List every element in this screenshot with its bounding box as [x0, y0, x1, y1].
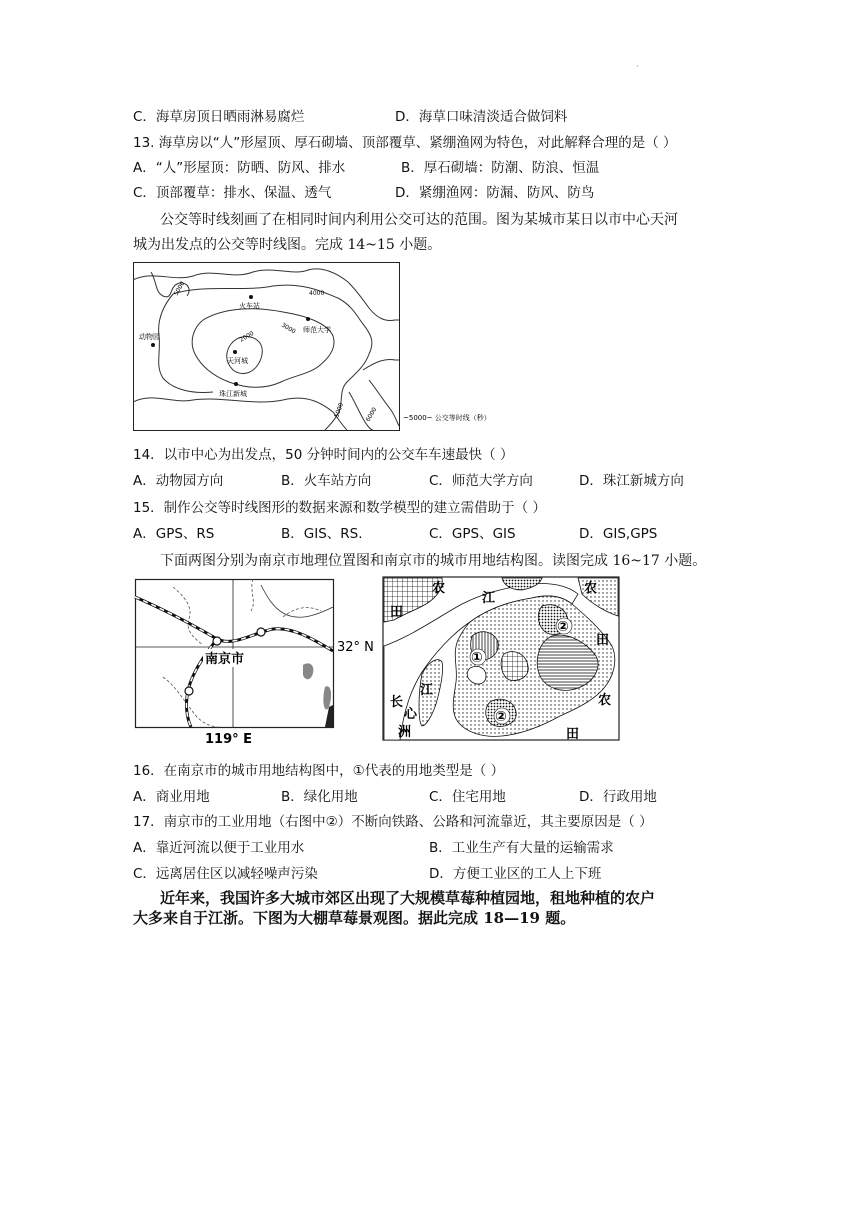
contour-2000-label: 2000	[238, 330, 256, 344]
q14-option-a: A．动物园方向	[133, 473, 224, 489]
label-tian2: 田	[596, 633, 610, 648]
intro-14-line1: 公交等时线刻画了在相同时间内利用公交可达的范围。图为某城市某日以市中心天河	[160, 212, 678, 228]
q14-option-c: C．师范大学方向	[429, 473, 533, 489]
label-jiang: 江	[482, 591, 496, 606]
q12-option-c: C．海草房顶日晒雨淋易腐烂	[133, 109, 305, 125]
label-nong2: 农	[584, 581, 598, 596]
longitude-label: 119° E	[205, 732, 253, 747]
contour-5000b-label: 5000	[333, 401, 346, 419]
q14-stem: 14．以市中心为出发点，50 分钟时间内的公交车车速最快（ ）	[133, 447, 514, 463]
q13-option-c: C．顶部覆草：排水、保温、透气	[133, 185, 332, 201]
label-marker-2a: ②	[557, 619, 569, 635]
label-tian3: 田	[566, 727, 580, 742]
q13-option-b: B．厚石砌墙：防潮、防浪、恒温	[401, 160, 600, 176]
contour-4000-label: 4000	[309, 290, 325, 297]
q17-stem: 17．南京市的工业用地（右图中②）不断向铁路、公路和河流靠近，其主要原因是（ ）	[133, 814, 653, 830]
label-tian1: 田	[390, 605, 404, 620]
q16-option-d: D．行政用地	[579, 789, 657, 805]
label-nong3: 农	[598, 693, 612, 708]
intro-14-line2: 城为出发点的公交等时线图。完成 14~15 小题。	[133, 237, 442, 253]
intro-16: 下面两图分别为南京市地理位置图和南京市的城市用地结构图。读图完成 16~17 小题。	[160, 553, 707, 569]
q17-option-a: A．靠近河流以便于工业用水	[133, 840, 305, 856]
label-nong1: 农	[432, 581, 446, 596]
university-label: 师范大学	[303, 326, 331, 334]
label-marker-1: ①	[471, 650, 483, 666]
center-label: 天河城	[227, 357, 248, 365]
page-speck: ·	[636, 62, 639, 71]
q14-option-b: B．火车站方向	[281, 473, 372, 489]
station-point	[249, 295, 253, 299]
intro-18-line1: 近年来，我国许多大城市郊区出现了大规模草莓种植园地，租地种植的农户	[160, 889, 656, 907]
station-circle-3	[185, 687, 193, 695]
label-zhou: 洲	[398, 725, 412, 740]
q16-stem: 16．在南京市的城市用地结构图中，①代表的用地类型是（ ）	[133, 763, 505, 779]
university-point	[306, 317, 310, 321]
q15-option-b: B．GIS、RS.	[281, 526, 363, 542]
newtown-label: 珠江新城	[219, 390, 247, 398]
isochrone-map	[133, 262, 533, 432]
q12-option-d: D．海草口味清淡适合做饲料	[395, 109, 568, 125]
q13-option-d: D．紧绷渔网：防漏、防风、防鸟	[395, 185, 595, 201]
station-circle-2	[257, 628, 265, 636]
center-point	[233, 350, 237, 354]
q13-option-a: A．“人”形屋顶：防晒、防风、排水	[133, 160, 346, 176]
q17-option-d: D．方便工业区的工人上下班	[429, 866, 602, 882]
label-jiang2: 江	[420, 683, 434, 698]
q16-option-b: B．绿化用地	[281, 789, 358, 805]
q15-stem: 15．制作公交等时线图形的数据来源和数学模型的建立需借助于（ ）	[133, 500, 546, 516]
q15-option-d: D．GIS,GPS	[579, 526, 658, 542]
q17-option-c: C．远离居住区以减轻噪声污染	[133, 866, 318, 882]
station-label: 火车站	[239, 302, 260, 310]
newtown-point	[234, 382, 238, 386]
nanjing-label: 南京市	[205, 652, 245, 667]
nanjing-location-map	[133, 577, 383, 747]
isochrone-legend: ~5000~ 公交等时线（秒）	[403, 414, 491, 422]
zoo-label: 动物园	[139, 333, 160, 341]
nanjing-station-circle	[213, 637, 221, 645]
contour-6000-label: 6000	[364, 406, 379, 423]
q17-option-b: B．工业生产有大量的运输需求	[429, 840, 614, 856]
q16-option-a: A．商业用地	[133, 789, 210, 805]
q15-option-c: C．GPS、GIS	[429, 526, 516, 542]
q15-option-a: A．GPS、RS	[133, 526, 215, 542]
label-chang: 长	[390, 695, 404, 710]
label-marker-2b: ②	[495, 709, 507, 725]
q13-stem: 13. 海草房以“人”形屋顶、厚石砌墙、顶部覆草、紧绷渔网为特色，对此解释合理的是（ ）	[133, 135, 677, 151]
contour-3000-label: 3000	[280, 321, 297, 336]
q14-option-d: D．珠江新城方向	[579, 473, 684, 489]
latitude-label: 32° N	[337, 640, 374, 655]
nanjing-landuse-map	[382, 576, 622, 742]
intro-18-line2: 大多来自于江浙。下图为大棚草莓景观图。据此完成 18—19 题。	[133, 909, 576, 927]
zoo-point	[151, 343, 155, 347]
label-xin: 心	[404, 707, 418, 722]
q16-option-c: C．住宅用地	[429, 789, 506, 805]
contour-5000-label: 5000	[172, 280, 187, 297]
